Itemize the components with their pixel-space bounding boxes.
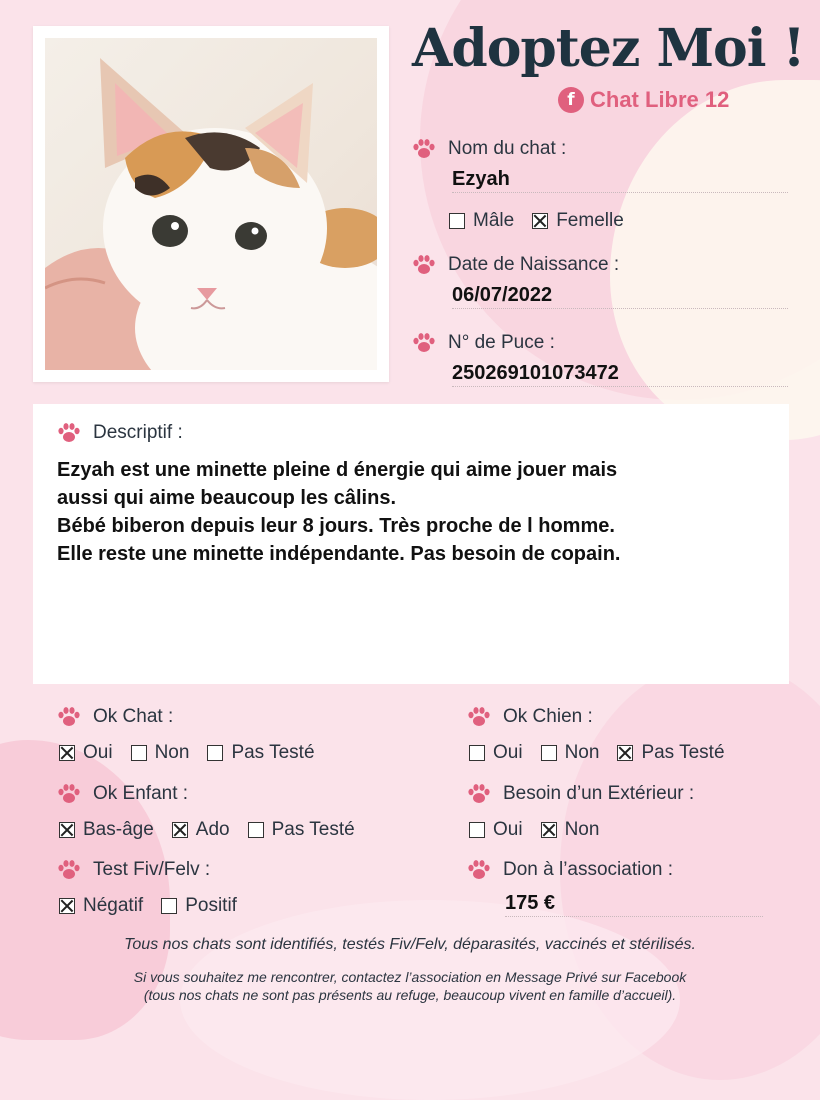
- exterieur-oui[interactable]: [469, 819, 523, 841]
- ok-chien-options: [469, 742, 735, 764]
- exterieur-non[interactable]: [541, 819, 600, 841]
- birth-label-row: [412, 254, 619, 276]
- footer-note: Tous nos chats sont identifiés, testés Fiv/Felv, déparasités, vaccinés et stérilisés.: [124, 936, 696, 953]
- checkbox[interactable]: [248, 822, 264, 838]
- checkbox[interactable]: [161, 898, 177, 914]
- option-label: Positif: [185, 895, 237, 916]
- ok-chien-oui[interactable]: [469, 742, 523, 764]
- ok-enfant-pas-teste[interactable]: [248, 819, 355, 841]
- birth-label: Date de Naissance :: [448, 254, 620, 275]
- option-label: Bas-âge: [83, 819, 154, 840]
- paw-icon: [467, 706, 491, 728]
- ok-chat-label: Ok Chat :: [93, 706, 174, 727]
- option-label: Oui: [493, 742, 523, 763]
- option-label: Non: [154, 742, 190, 763]
- page-title: Adoptez Moi !: [412, 18, 805, 79]
- don-label: Don à l’association :: [503, 859, 674, 880]
- option-label: Femelle: [556, 210, 624, 231]
- paw-icon: [412, 254, 436, 276]
- birth-value: 06/07/2022: [452, 282, 788, 309]
- paw-icon: [412, 138, 436, 160]
- paw-icon: [57, 422, 81, 444]
- checkbox[interactable]: [207, 745, 223, 761]
- option-label: Pas Testé: [641, 742, 725, 763]
- checkbox[interactable]: [469, 745, 485, 761]
- fiv-options: [59, 895, 247, 917]
- option-label: Oui: [493, 819, 523, 840]
- ok-chat-pas-teste[interactable]: [207, 742, 314, 764]
- paw-icon: [467, 859, 491, 881]
- don-label-row: [467, 859, 673, 881]
- option-label: Oui: [83, 742, 113, 763]
- ok-chien-label: Ok Chien :: [503, 706, 593, 727]
- checkbox[interactable]: [449, 213, 465, 229]
- paw-icon: [412, 332, 436, 354]
- option-label: Non: [564, 819, 600, 840]
- checkbox[interactable]: [469, 822, 485, 838]
- checkbox[interactable]: [59, 822, 75, 838]
- checkbox[interactable]: [617, 745, 633, 761]
- ok-chat-oui[interactable]: [59, 742, 113, 764]
- option-label: Ado: [195, 819, 230, 840]
- description-box: [33, 404, 789, 684]
- ok-enfant-label: Ok Enfant :: [93, 783, 189, 804]
- description-label: Descriptif :: [93, 422, 183, 443]
- checkbox[interactable]: [172, 822, 188, 838]
- chip-label: N° de Puce :: [448, 332, 555, 353]
- ok-enfant-ado[interactable]: [172, 819, 230, 841]
- option-label: Pas Testé: [271, 819, 355, 840]
- footer-contact: Si vous souhaitez me rencontrer, contactez l’association en Message Privé sur Facebook (tous nos chats ne sont pas présents au refuge, beaucoup vivent en famille d’accueil).: [133, 969, 687, 1003]
- checkbox[interactable]: [59, 745, 75, 761]
- exterieur-label-row: [467, 783, 694, 805]
- option-label: Pas Testé: [231, 742, 315, 763]
- sex-option-female[interactable]: [532, 210, 624, 232]
- description-text: Ezyah est une minette pleine d énergie qui aime jouer mais aussi qui aime beaucoup les câlins. Bébé biberon depuis leur 8 jours. Très proche de l homme. Elle reste une minette indépendante. Pas besoin de copain.: [57, 459, 621, 565]
- checkbox[interactable]: [532, 213, 548, 229]
- ok-chat-options: [59, 742, 325, 764]
- facebook-page-name: Chat Libre 12: [590, 87, 730, 112]
- sex-options: [449, 210, 634, 232]
- checkbox[interactable]: [59, 898, 75, 914]
- ok-chat-non[interactable]: [131, 742, 190, 764]
- name-label: Nom du chat :: [448, 138, 567, 159]
- paw-icon: [57, 783, 81, 805]
- checkbox[interactable]: [541, 745, 557, 761]
- name-label-row: [412, 138, 566, 160]
- description-label-row: [57, 422, 183, 444]
- facebook-icon: f: [558, 87, 584, 113]
- fiv-label: Test Fiv/Felv :: [93, 859, 211, 880]
- ok-enfant-options: [59, 819, 365, 841]
- option-label: Non: [564, 742, 600, 763]
- ok-chien-non[interactable]: [541, 742, 600, 764]
- option-label: Négatif: [83, 895, 144, 916]
- exterieur-label: Besoin d’un Extérieur :: [503, 783, 695, 804]
- chip-value: 250269101073472: [452, 360, 788, 387]
- don-value: 175 €: [505, 890, 763, 917]
- exterieur-options: [469, 819, 609, 841]
- paw-icon: [57, 706, 81, 728]
- ok-enfant-label-row: [57, 783, 188, 805]
- ok-enfant-bas-age[interactable]: [59, 819, 154, 841]
- facebook-link[interactable]: [558, 86, 729, 114]
- sex-option-male[interactable]: [449, 210, 514, 232]
- ok-chien-pas-teste[interactable]: [617, 742, 724, 764]
- paw-icon: [57, 859, 81, 881]
- cat-photo: [45, 38, 377, 370]
- fiv-positif[interactable]: [161, 895, 237, 917]
- name-value: Ezyah: [452, 166, 788, 193]
- cat-illustration: [45, 38, 377, 370]
- checkbox[interactable]: [131, 745, 147, 761]
- checkbox[interactable]: [541, 822, 557, 838]
- fiv-label-row: [57, 859, 210, 881]
- cat-photo-frame: [33, 26, 389, 382]
- option-label: Mâle: [473, 210, 515, 231]
- ok-chien-label-row: [467, 706, 593, 728]
- chip-label-row: [412, 332, 555, 354]
- paw-icon: [467, 783, 491, 805]
- fiv-negatif[interactable]: [59, 895, 143, 917]
- ok-chat-label-row: [57, 706, 173, 728]
